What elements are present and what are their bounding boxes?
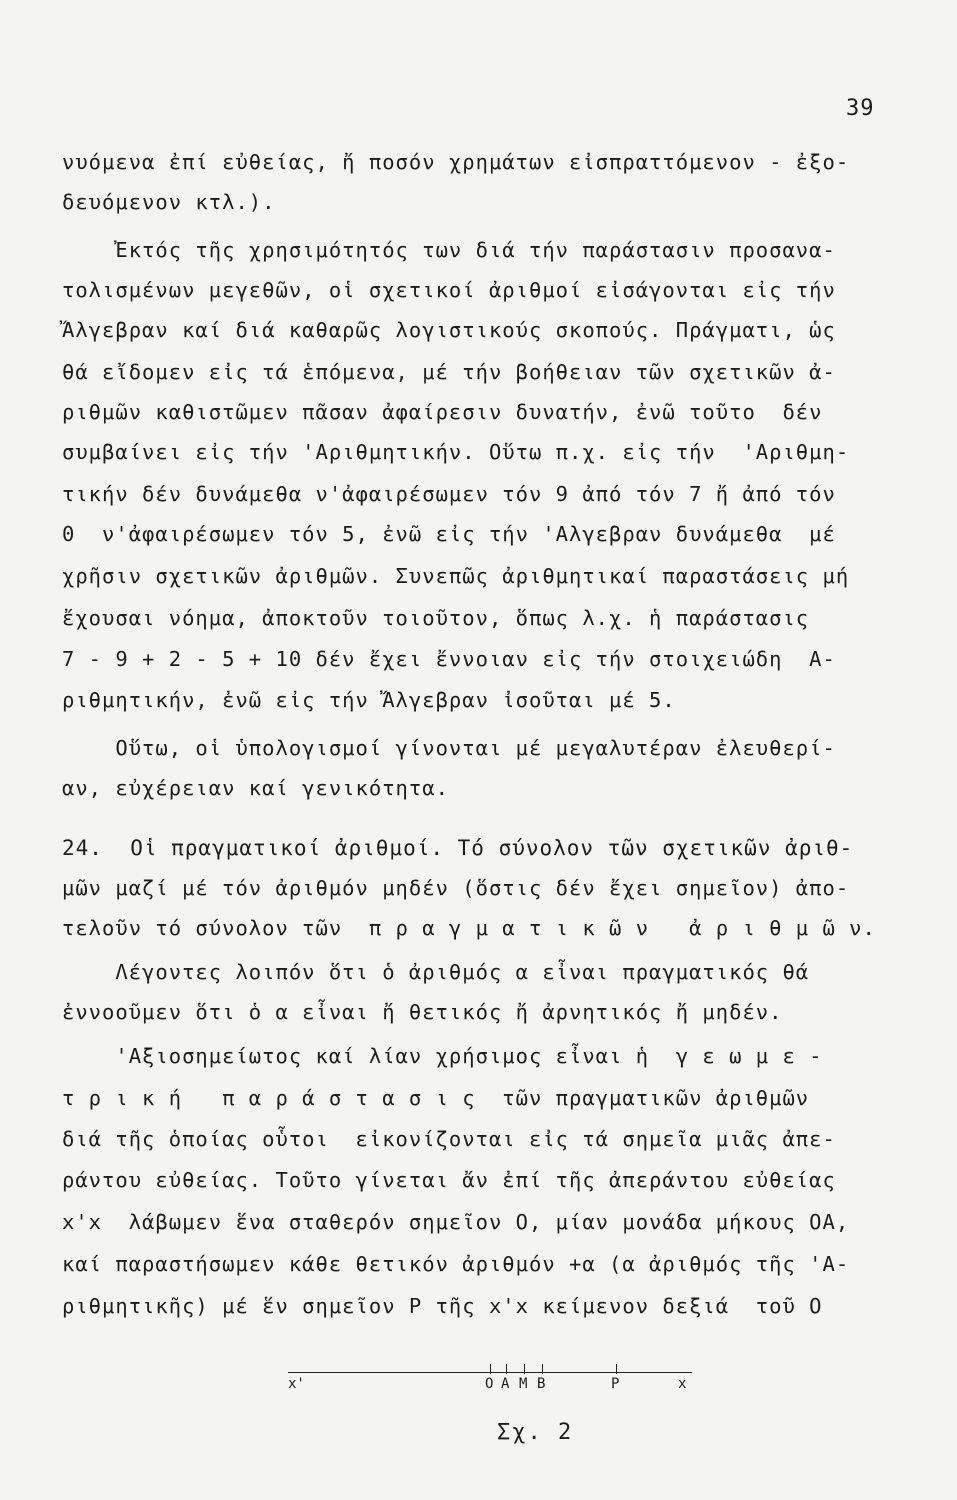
text-line: Ἐκτός τῆς χρησιμότητός των διά τήν παράστασιν προσανα- <box>62 238 836 262</box>
number-line-figure <box>280 1358 700 1458</box>
text-line: ἐννοοῦμεν ὅτι ὁ α εἶναι ἤ θετικός ἤ ἀρνητικός ἤ μηδέν. <box>62 1000 783 1024</box>
label-x: x <box>678 1376 687 1392</box>
tick-b <box>542 1364 543 1374</box>
text-line: συμβαίνει εἰς τήν 'Αριθμητικήν. Οὕτω π.χ. εἰς τήν 'Αριθμη- <box>62 440 850 464</box>
figure-caption: Σχ. 2 <box>497 1420 574 1445</box>
tick-a <box>506 1364 507 1374</box>
label-b: B <box>537 1376 546 1392</box>
text-line: ράντου εὐθείας. Τοῦτο γίνεται ἄν ἐπί τῆς ἀπεράντου εὐθείας <box>62 1168 836 1192</box>
text-line: 0 ν'ἀφαιρέσωμεν τόν 5, ἐνῶ εἰς τήν 'Αλγεβραν δυνάμεθα μέ <box>62 522 836 546</box>
text-line: ριθμητικῆς) μέ ἕν σημεῖον Ρ τῆς x'x κείμενον δεξιά τοῦ Ο <box>62 1294 823 1318</box>
text-line: Οὕτω, οἱ ὑπολογισμοί γίνονται μέ μεγαλυτέραν ἐλευθερί- <box>62 736 836 760</box>
text-line: νυόμενα ἐπί εὐθείας, ἤ ποσόν χρημάτων εἰσπραττόμενον - ἐξο- <box>62 150 850 174</box>
text-line: Λέγοντες λοιπόν ὅτι ὁ ἀριθμός α εἶναι πραγματικός θά <box>62 960 810 984</box>
tick-p <box>616 1364 617 1374</box>
text-line: καί παραστήσωμεν κάθε θετικόν ἀριθμόν +α (α ἀριθμός τῆς 'Α- <box>62 1252 850 1276</box>
text-line: αν, εὐχέρειαν καί γενικότητα. <box>62 776 449 800</box>
text-line: διά τῆς ὁποίας οὗτοι εἰκονίζονται εἰς τά σημεῖα μιᾶς ἀπε- <box>62 1127 836 1151</box>
text-line: χρῆσιν σχετικῶν ἀριθμῶν. Συνεπῶς ἀριθμητικαί παραστάσεις μή <box>62 564 850 588</box>
page-number: 39 <box>846 96 875 121</box>
text-line: ριθμητικήν, ἐνῶ εἰς τήν Ἄλγεβραν ἰσοῦται μέ 5. <box>62 688 676 712</box>
label-x-prime: x' <box>288 1376 305 1392</box>
label-m: M <box>519 1376 528 1392</box>
text-line: τελοῦν τό σύνολον τῶν π ρ α γ μ α τ ι κ ῶ ν ἀ ρ ι θ μ ῶ ν. <box>62 916 876 940</box>
text-line: Ἄλγεβραν καί διά καθαρῶς λογιστικούς σκοπούς. Πράγματι, ὡς <box>62 318 836 342</box>
text-line: 'Αξιοσημείωτος καί λίαν χρήσιμος εἶναι ἡ γ ε ω μ ε - <box>62 1044 823 1068</box>
text-line: x'x λάβωμεν ἕνα σταθερόν σημεῖον Ο, μίαν μονάδα μήκους ΟΑ, <box>62 1210 850 1234</box>
label-o: O <box>485 1376 494 1392</box>
text-line: 7 - 9 + 2 - 5 + 10 δέν ἔχει ἔννοιαν εἰς τήν στοιχειώδη Α- <box>62 647 836 671</box>
text-line: τολισμένων μεγεθῶν, οἱ σχετικοί ἀριθμοί εἰσάγονται εἰς τήν <box>62 278 836 302</box>
text-line: θά εἴδομεν εἰς τά ἑπόμενα, μέ τήν βοήθειαν τῶν σχετικῶν ἀ- <box>62 360 836 384</box>
text-line: μῶν μαζί μέ τόν ἀριθμόν μηδέν (ὅστις δέν ἔχει σημεῖον) ἀπο- <box>62 876 850 900</box>
text-line: δευόμενον κτλ.). <box>62 190 276 214</box>
label-a: A <box>501 1376 510 1392</box>
section-heading-line: 24. Οἱ πραγματικοί ἀριθμοί. Τό σύνολον τῶν σχετικῶν ἀριθ- <box>62 836 854 860</box>
text-line: τ ρ ι κ ή π α ρ ά σ τ α σ ι ς τῶν πραγματικῶν ἀριθμῶν <box>62 1086 810 1110</box>
text-line: τικήν δέν δυνάμεθα ν'ἀφαιρέσωμεν τόν 9 ἀπό τόν 7 ἤ ἀπό τόν <box>62 482 836 506</box>
tick-m <box>524 1364 525 1374</box>
label-p: P <box>611 1376 620 1392</box>
tick-o <box>490 1364 491 1374</box>
text-line: ἔχουσαι νόημα, ἀποκτοῦν τοιοῦτον, ὅπως λ.χ. ἡ παράστασις <box>62 606 810 630</box>
text-line: ριθμῶν καθιστῶμεν πᾶσαν ἀφαίρεσιν δυνατήν, ἐνῶ τοῦτο δέν <box>62 400 823 424</box>
